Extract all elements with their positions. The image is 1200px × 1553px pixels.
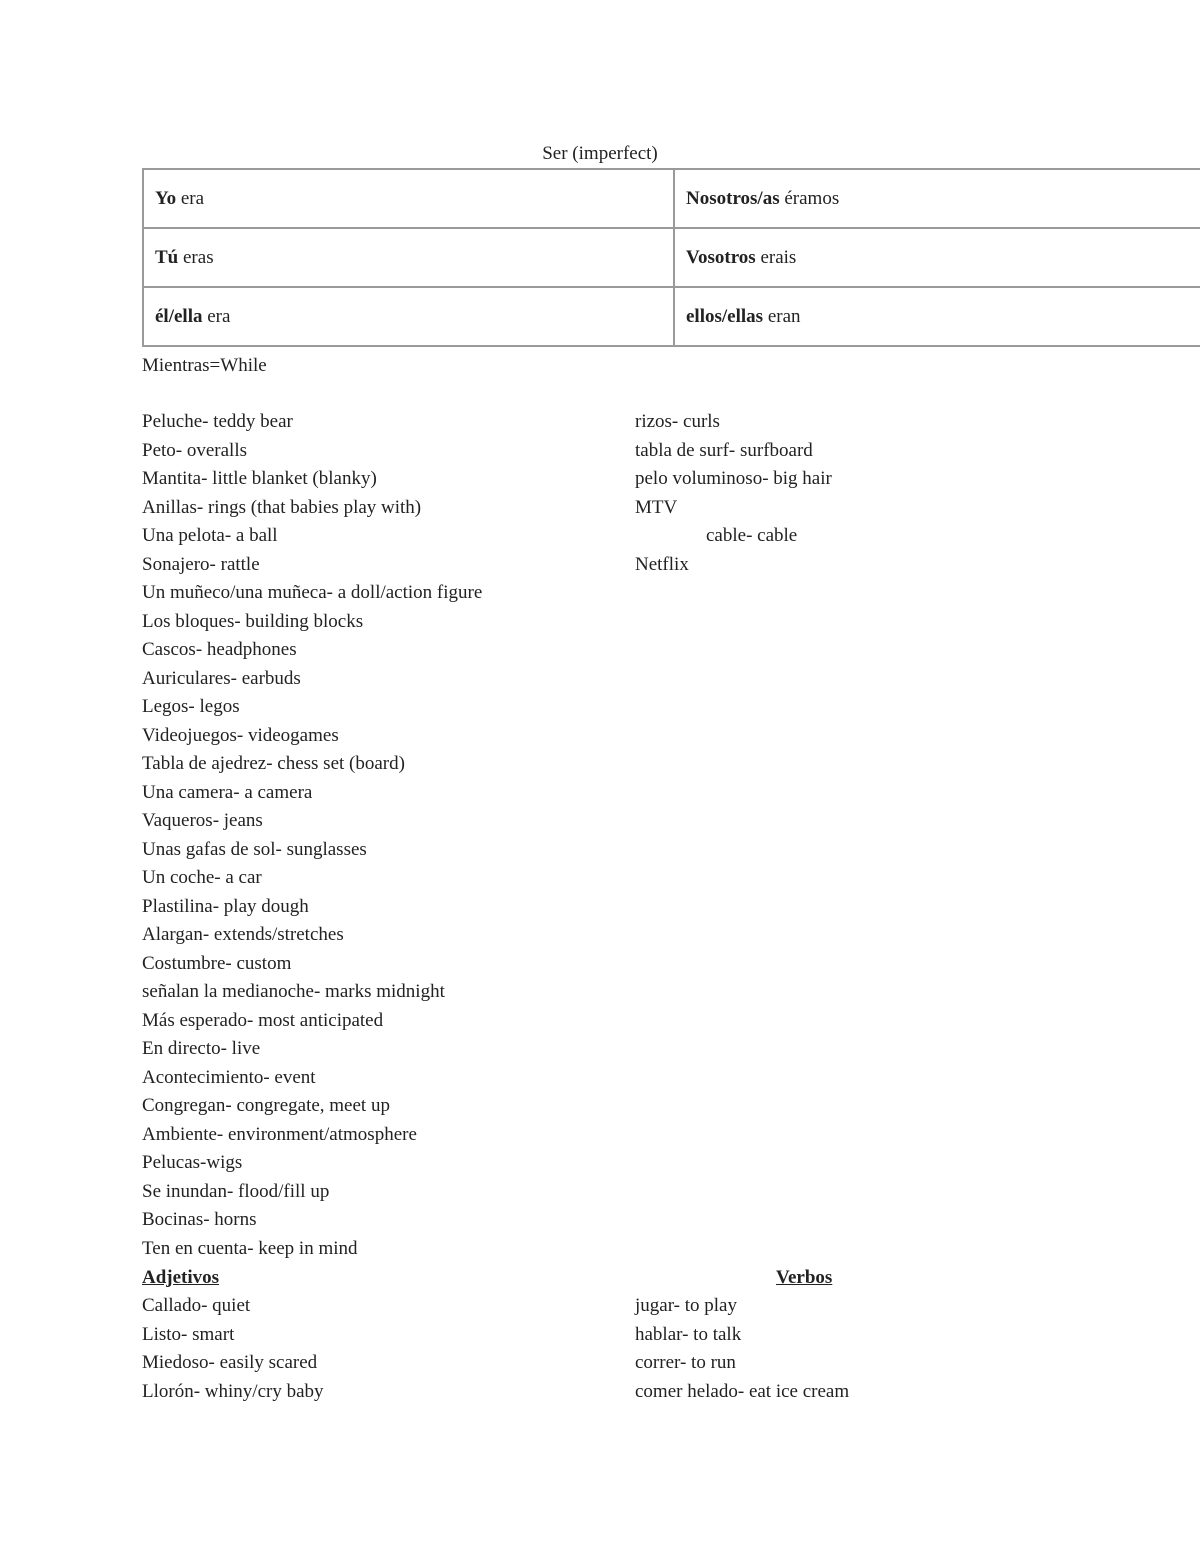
table-cell <box>674 228 1200 287</box>
table-cell <box>143 228 674 287</box>
list-item: Peluche- teddy bear <box>142 411 293 432</box>
list-item: Un muñeco/una muñeca- a doll/action figure <box>142 582 483 603</box>
pronoun: él/ella <box>155 305 203 327</box>
verb-form: éramos <box>779 187 840 209</box>
list-item: En directo- live <box>142 1038 261 1059</box>
adjetivos-heading: Adjetivos <box>142 1267 220 1288</box>
verb-form: erais <box>755 246 797 268</box>
verb-form: eras <box>178 246 214 268</box>
list-item: correr- to run <box>635 1352 736 1373</box>
vocab-list-left <box>142 408 482 1263</box>
list-item: Alargan- extends/stretches <box>142 924 344 945</box>
list-item: Miedoso- easily scared <box>142 1352 318 1373</box>
table-cell <box>674 287 1200 346</box>
list-item: Un coche- a car <box>142 867 262 888</box>
mientras-note: Mientras=While <box>142 355 267 376</box>
list-item: hablar- to talk <box>635 1323 742 1345</box>
list-item: tabla de surf- surfboard <box>635 439 813 461</box>
list-item: pelo voluminoso- big hair <box>635 468 832 489</box>
list-item: Bocinas- horns <box>142 1209 257 1230</box>
page-title: Ser (imperfect) <box>542 143 658 164</box>
list-item: Ten en cuenta- keep in mind <box>142 1237 358 1259</box>
verbos-heading: Verbos <box>776 1267 833 1288</box>
list-item: Cascos- headphones <box>142 639 297 660</box>
adjetivos-list <box>142 1292 324 1406</box>
table-cell <box>674 169 1200 228</box>
table-cell <box>143 287 674 346</box>
pronoun: Tú <box>155 246 179 268</box>
list-item: Netflix <box>635 553 689 575</box>
pronoun: ellos/ellas <box>686 305 764 327</box>
list-item: Los bloques- building blocks <box>142 610 364 632</box>
list-item: comer helado- eat ice cream <box>635 1380 850 1402</box>
list-item: MTV <box>635 496 678 518</box>
conjugation-table <box>142 168 1200 347</box>
list-item: Acontecimiento- event <box>142 1066 316 1088</box>
list-item: Sonajero- rattle <box>142 553 260 575</box>
list-item: señalan la medianoche- marks midnight <box>142 981 445 1002</box>
verb-form: era <box>176 187 205 209</box>
list-item: Videojuegos- videogames <box>142 724 339 746</box>
list-item: Anillas- rings (that babies play with) <box>142 496 422 518</box>
list-item: Peto- overalls <box>142 439 248 461</box>
pronoun: Nosotros/as <box>686 187 780 209</box>
list-item: Una camera- a camera <box>142 781 313 803</box>
list-item: Legos- legos <box>142 696 240 717</box>
list-item: Tabla de ajedrez- chess set (board) <box>142 753 405 774</box>
pronoun: Yo <box>155 187 177 209</box>
vocab-list-right <box>635 408 832 579</box>
list-item: Llorón- whiny/cry baby <box>142 1380 324 1402</box>
list-item: Pelucas-wigs <box>142 1152 243 1173</box>
list-item: Unas gafas de sol- sunglasses <box>142 838 367 860</box>
verbos-list <box>635 1292 849 1406</box>
list-item: Mantita- little blanket (blanky) <box>142 468 377 489</box>
verb-form: era <box>202 305 231 327</box>
table-row <box>143 169 1200 228</box>
table-row <box>143 228 1200 287</box>
list-item: Callado- quiet <box>142 1295 251 1316</box>
list-item: Se inundan- flood/fill up <box>142 1180 330 1202</box>
list-item: Listo- smart <box>142 1323 235 1345</box>
pronoun: Vosotros <box>686 246 756 268</box>
list-item: Ambiente- environment/atmosphere <box>142 1123 417 1145</box>
list-item: Plastilina- play dough <box>142 895 309 917</box>
list-item: Congregan- congregate, meet up <box>142 1095 390 1116</box>
list-item: Una pelota- a ball <box>142 525 278 546</box>
list-item: cable- cable <box>706 525 798 546</box>
list-item: jugar- to play <box>635 1295 737 1316</box>
list-item: Más esperado- most anticipated <box>142 1009 384 1031</box>
list-item: Auriculares- earbuds <box>142 667 301 689</box>
list-item: rizos- curls <box>635 411 720 432</box>
list-item: Vaqueros- jeans <box>142 810 263 831</box>
verb-form: eran <box>763 305 801 327</box>
list-item: Costumbre- custom <box>142 952 292 974</box>
table-cell <box>143 169 674 228</box>
table-row <box>143 287 1200 346</box>
